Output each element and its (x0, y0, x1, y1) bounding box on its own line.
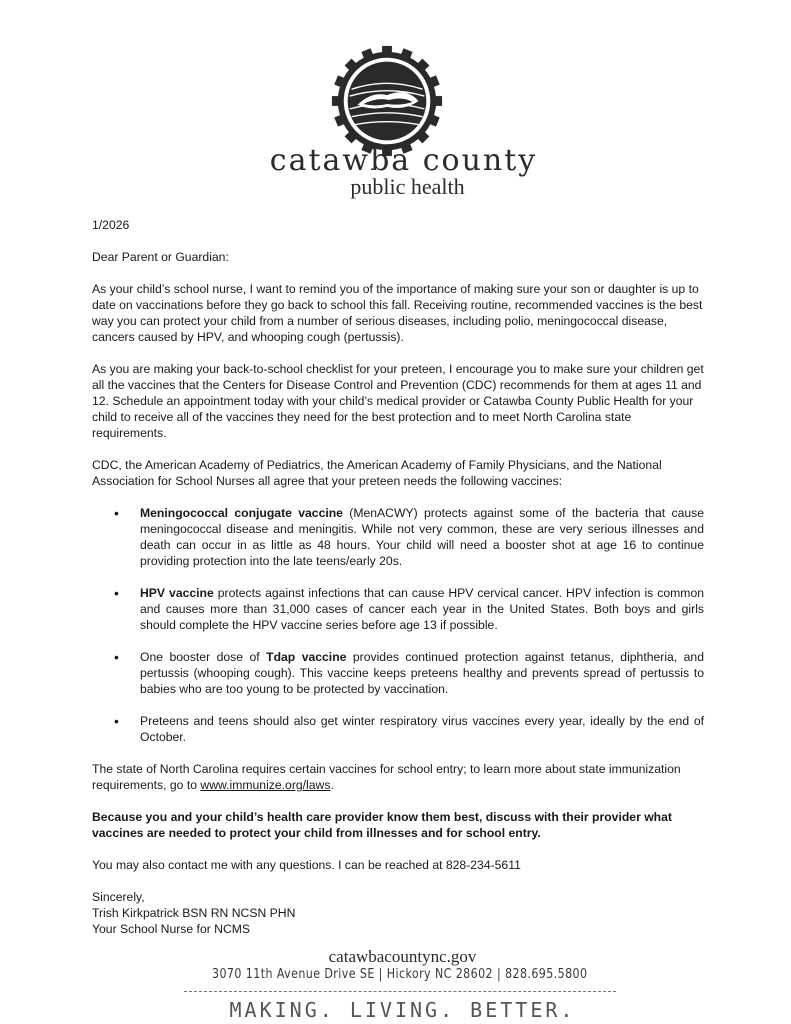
paragraph-2: As you are making your back-to-school checklist for your preteen, I encourage you to make sure your children get all the vaccines that the Centers for Disease Control and Prevention (CDC) recommends for them at ages 11 and 12. Schedule an appointment today with your child’s medical provider or Catawba County Public Health for your child to receive all of the vaccines they need for the best protection and to meet North Carolina state requirements. (92, 362, 704, 440)
list-item: • HPV vaccine protects against infections that can cause HPV cervical cancer. HPV infection is common and causes more than 31,000 cases of cancer each year in the United States. Both boys and girls should complete the HPV vaccine series before age 13 if possible. (114, 585, 704, 632)
closing-block (92, 889, 704, 937)
immunize-link[interactable]: www.immunize.org/laws (200, 778, 331, 792)
salutation: Dear Parent or Guardian: (92, 250, 229, 264)
signer-title: Your School Nurse for NCMS (92, 922, 251, 936)
paragraph-4: The state of North Carolina requires certain vaccines for school entry; to learn more about state immunization requirements, go to www.immunize.org/laws. (92, 762, 681, 792)
signer-name: Trish Kirkpatrick BSN RN NCSN PHN (92, 906, 296, 920)
paragraph-6: You may also contact me with any questions. I can be reached at 828-234-5611 (92, 858, 521, 872)
paragraph-3: CDC, the American Academy of Pediatrics, the American Academy of Family Physicians, and the National Association for School Nurses all agree that your preteen needs the following vaccines: (92, 458, 662, 488)
footer-website: catawbacountync.gov (328, 947, 477, 966)
footer-address: 3070 11th Avenue Drive SE | Hickory NC 28602 | 828.695.5800 (212, 967, 588, 982)
bullet-icon: • (114, 585, 119, 601)
bullet-icon: • (114, 505, 119, 521)
org-subtitle: public health (350, 174, 465, 199)
paragraph-1: As your child’s school nurse, I want to remind you of the importance of making sure your son or daughter is up to date on vaccinations before they go back to school this fall. Receiving routine, recommended vaccines is the best way you can protect your child from a number of serious diseases, including polio, meningococcal disease, cancers caused by HPV, and whooping cough (pertussis). (92, 282, 703, 344)
letter-body (92, 217, 704, 937)
org-name: catawba county (269, 143, 538, 178)
paragraph-5: Because you and your child’s health care provider know them best, discuss with their provider what vaccines are needed to protect your child from illnesses and for school entry. (92, 810, 672, 840)
list-item: • Meningococcal conjugate vaccine (MenACWY) protects against some of the bacteria that cause meningococcal disease and meningitis. While not very common, these are very serious illnesses and death can occur in as little as 48 hours. Your child will need a booster shot at age 16 to continue providing protection into the late teens/early 20s. (114, 505, 705, 568)
bullet-icon: • (114, 713, 119, 729)
list-item: • One booster dose of Tdap vaccine provides continued protection against tetanus, diphtheria, and pertussis (whooping cough). This vaccine keeps preteens healthy and prevents spread of pertussis to babies who are too young to be protected by vaccination. (114, 649, 704, 696)
letter-date: 1/2026 (92, 218, 130, 232)
list-item: • Preteens and teens should also get winter respiratory virus vaccines every year, ideally by the end of October. (114, 713, 704, 744)
vaccine-list (92, 505, 704, 745)
closing: Sincerely, (92, 890, 145, 904)
footer-divider (184, 991, 616, 992)
bullet-icon: • (114, 649, 119, 665)
footer-tagline: MAKING. LIVING. BETTER. (229, 998, 576, 1022)
